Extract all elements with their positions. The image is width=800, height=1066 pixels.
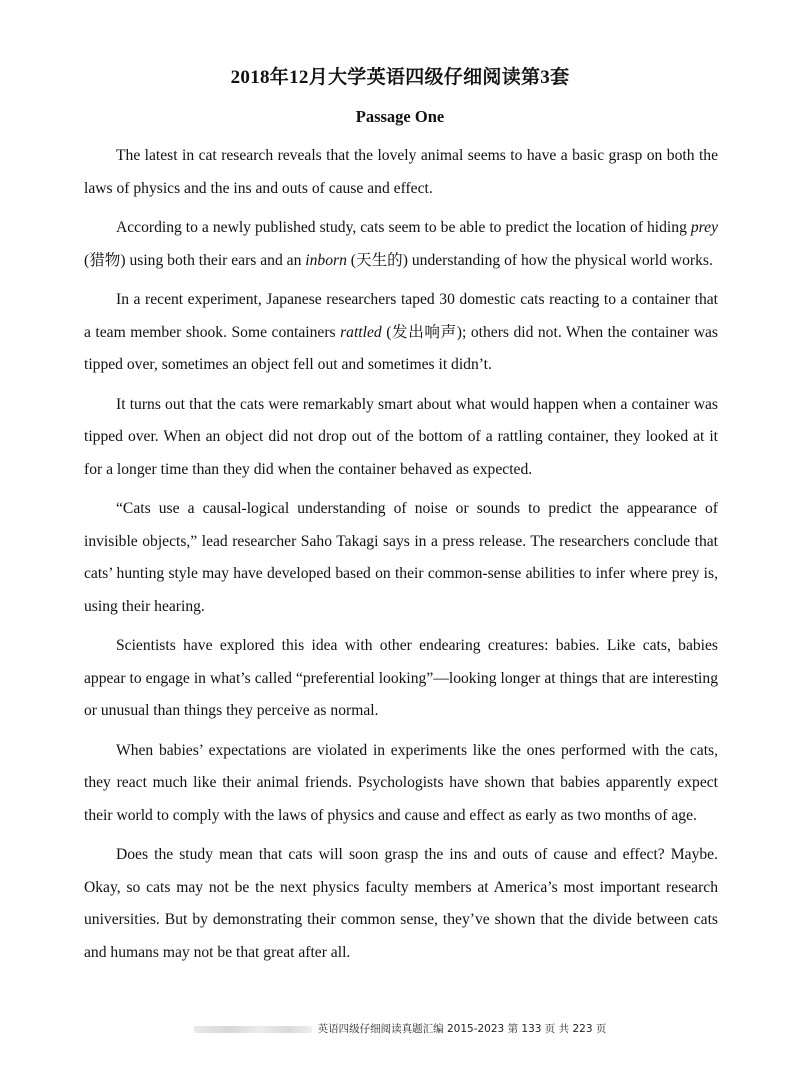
italic-term: prey <box>690 219 718 236</box>
paragraph-text: The latest in cat research reveals that the lovely animal seems to have a basic grasp on both the laws of physics and the ins and outs of cause and effect. <box>84 147 718 197</box>
paragraph <box>84 212 718 277</box>
paragraph-text: According to a newly published study, cats seem to be able to predict the location of hiding <box>116 219 691 236</box>
paragraph-text: Scientists have explored this idea with other endearing creatures: babies. Like cats, babies appear to engage in what’s called “preferential looking”—looking longer at things that are interesting or unusual than things they perceive as normal. <box>84 637 718 719</box>
passage-heading: Passage One <box>355 107 445 126</box>
document-title: 2018年12月大学英语四级仔细阅读第3套 <box>230 67 570 88</box>
paragraph-text: In a recent experiment, Japanese researchers taped 30 domestic cats reacting to a container that a team member shook. Some containers <box>84 291 718 341</box>
paragraph-text: When babies’ expectations are violated in experiments like the ones performed with the cats, they react much like their animal friends. Psychologists have shown that babies apparently expect their world to comply with the laws of physics and cause and effect as early as two months of age. <box>84 741 718 824</box>
paragraph <box>84 493 718 623</box>
page-footer <box>0 1021 800 1036</box>
paragraph <box>84 630 718 728</box>
paragraph <box>84 140 718 205</box>
paragraph <box>84 389 718 487</box>
paragraph-text: (猎物) using both their ears and an <box>84 251 306 269</box>
footer-page-info: 英语四级仔细阅读真题汇编 2015-2023 第 133 页 共 223 页 <box>317 1023 607 1035</box>
italic-term: inborn <box>305 251 347 269</box>
paragraph <box>84 284 718 382</box>
paragraph <box>84 735 718 833</box>
paragraph-text: (发出响声); others did not. When the container was tipped over, sometimes an object fell out and sometimes it didn’t. <box>84 323 718 373</box>
italic-term: rattled <box>340 323 382 341</box>
paragraph-text: (天生的) understanding of how the physical world works. <box>346 251 713 269</box>
paragraph-text: It turns out that the cats were remarkably smart about what would happen when a container was tipped over. When an object did not drop out of the bottom of a rattling container, they looked at it for a longer time than they did when the container behaved as expected. <box>84 395 718 478</box>
footer-watermark-smudge <box>194 1026 312 1033</box>
paragraph-text: “Cats use a causal-logical understanding of noise or sounds to predict the appearance of invisible objects,” lead researcher Saho Takagi says in a press release. The researchers conclude that cats’ hunting style may have developed based on their common-sense abilities to infer where prey is, using their hearing. <box>84 500 718 615</box>
passage-body <box>84 140 718 969</box>
paragraph <box>84 839 718 969</box>
paragraph-text: Does the study mean that cats will soon grasp the ins and outs of cause and effect? Maybe. Okay, so cats may not be the next physics faculty members at America’s most important research universities. But by demonstrating their common sense, they’ve shown that the divide between cats and humans may not be that great after all. <box>84 846 718 961</box>
